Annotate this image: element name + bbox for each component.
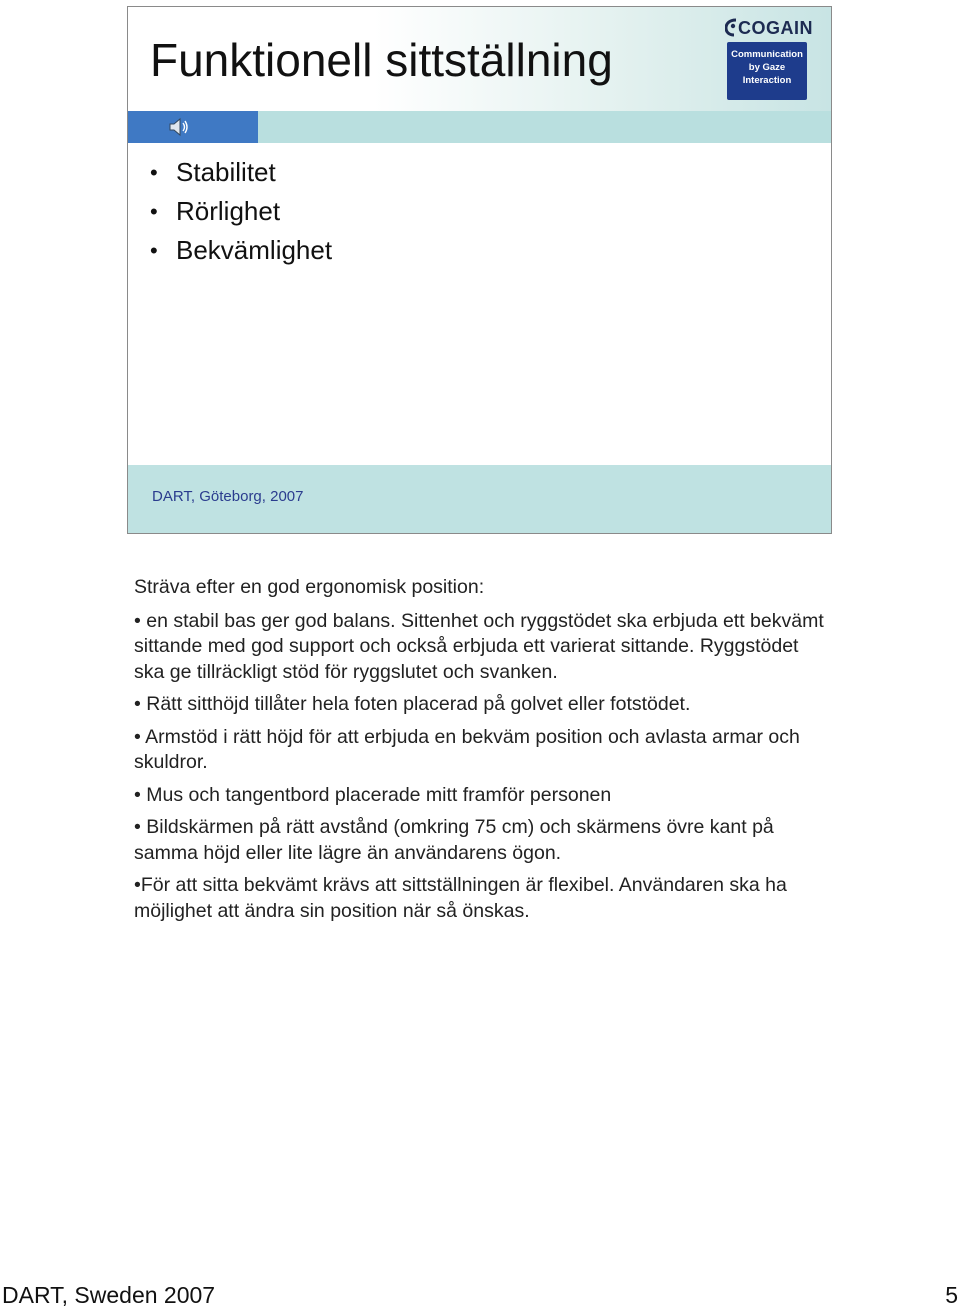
slide-title: Funktionell sittställning bbox=[150, 34, 613, 86]
page-number: 5 bbox=[945, 1282, 958, 1308]
page-footer-label: DART, Sweden 2007 bbox=[2, 1282, 216, 1308]
title-bar-right bbox=[258, 111, 831, 143]
notes-intro: Sträva efter en god ergonomisk position: bbox=[134, 576, 485, 598]
cogain-logo bbox=[725, 15, 813, 101]
slide-thumbnail bbox=[127, 6, 832, 534]
slide-footer-text: DART, Göteborg, 2007 bbox=[152, 488, 304, 505]
notes-item: • Bildskärmen på rätt avstånd (omkring 75 cm) och skärmens övre kant på samma höjd eller lite lägre än användarens ögon. bbox=[134, 816, 774, 864]
notes-item: •För att sitta bekvämt krävs att sittställningen är flexibel. Användaren ska ha möjlighet att ändra sin position när så önskas. bbox=[134, 874, 787, 922]
notes-item: • en stabil bas ger god balans. Sittenhet och ryggstödet ska erbjuda ett bekvämt sittande med god support och också erbjuda ett varierat sittande. Ryggstödet ska ge tillräckligt stöd för ryggslutet och svanken. bbox=[134, 609, 824, 683]
speaker-icon[interactable] bbox=[168, 116, 190, 138]
notes-item: • Armstöd i rätt höjd för att erbjuda en bekväm position och avlasta armar och skuldror. bbox=[134, 725, 800, 773]
title-bar-left bbox=[128, 111, 258, 143]
logo-tagline-line: Communication bbox=[731, 49, 803, 60]
logo-tagline bbox=[727, 42, 807, 100]
slide-bullet-list bbox=[148, 153, 332, 270]
speaker-notes bbox=[134, 575, 834, 931]
slide-bullet: • Rörlighet bbox=[148, 192, 332, 231]
notes-item: • Rätt sitthöjd tillåter hela foten placerad på golvet eller fotstödet. bbox=[134, 693, 691, 715]
logo-eye-icon bbox=[725, 17, 739, 37]
logo-wordmark: COGAIN bbox=[738, 18, 813, 38]
slide-bullet: • Bekvämlighet bbox=[148, 231, 332, 270]
logo-tagline-line: Interaction bbox=[742, 75, 792, 86]
slide-header bbox=[128, 7, 831, 111]
slide-footer-band bbox=[128, 465, 831, 534]
logo-tagline-line: by Gaze bbox=[748, 62, 786, 73]
slide-bullet: • Stabilitet bbox=[148, 153, 332, 192]
logo-top bbox=[725, 15, 813, 41]
notes-item: • Mus och tangentbord placerade mitt framför personen bbox=[134, 783, 612, 806]
